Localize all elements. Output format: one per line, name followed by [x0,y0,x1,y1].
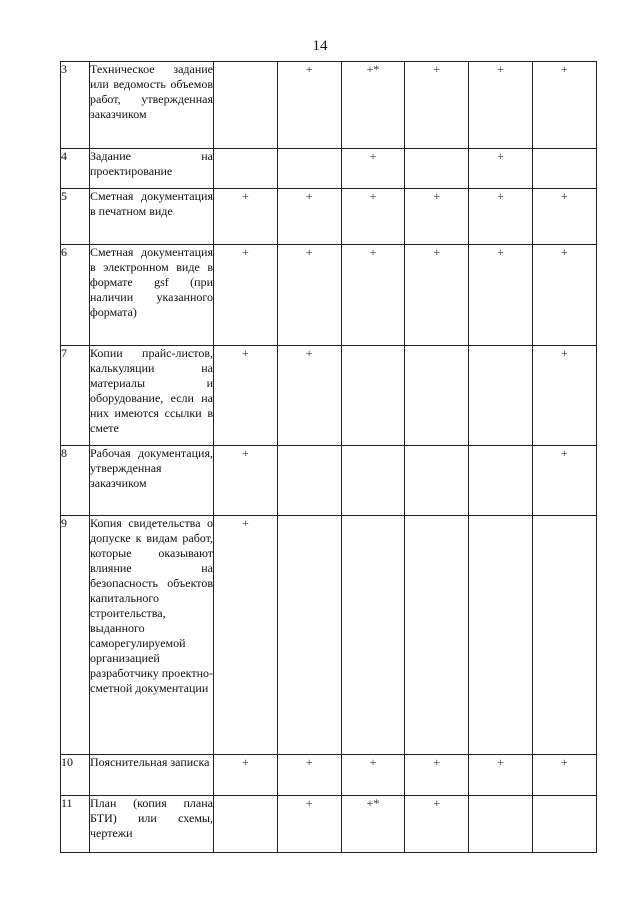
mark-cell [341,346,405,446]
mark: + [560,189,568,203]
mark-cell [405,755,469,796]
mark-cell [277,755,341,796]
table-row [61,516,597,755]
mark: + [433,796,441,810]
document-name: Пояснительная записка [90,755,214,796]
mark: + [242,189,249,203]
requirements-table [60,61,597,853]
document-name: Копии прайс-листов, калькуляции на материалы и оборудование, если на них имеются ссылки в смете [90,346,214,446]
mark-cell [532,516,596,755]
mark-cell [469,446,533,516]
table-row [61,446,597,516]
mark-cell [341,516,405,755]
mark-cell [469,755,533,796]
mark-cell [405,62,469,149]
mark-cell [469,149,533,189]
mark: + [560,346,568,360]
table-row [61,796,597,853]
mark-cell [532,796,596,853]
table-row [61,755,597,796]
mark-cell [277,62,341,149]
mark-cell [214,446,278,516]
mark-cell [277,245,341,346]
mark: + [305,346,313,360]
mark: + [369,149,377,163]
table-row [61,346,597,446]
document-name: Сметная документация в печатном виде [90,189,214,245]
mark-cell [469,189,533,245]
mark: + [242,245,249,259]
row-number: 4 [61,149,90,189]
mark-cell [469,62,533,149]
mark-cell [214,149,278,189]
mark: +* [366,796,380,810]
mark-cell [405,245,469,346]
mark: + [560,755,568,769]
mark-cell [277,346,341,446]
mark: + [433,245,441,259]
mark-cell [405,346,469,446]
mark: + [433,755,441,769]
mark-cell [405,149,469,189]
mark: + [497,149,504,163]
mark: + [369,755,377,769]
mark: + [369,245,377,259]
page-number: 14 [312,38,328,54]
row-number: 9 [61,516,90,755]
mark: + [242,755,249,769]
mark-cell [214,755,278,796]
mark: + [560,62,568,76]
mark-cell [214,516,278,755]
mark-cell [214,796,278,853]
mark-cell [277,149,341,189]
row-number: 7 [61,346,90,446]
mark: + [242,446,249,460]
mark: + [497,245,504,259]
mark: + [433,62,441,76]
mark: + [305,189,313,203]
mark-cell [405,516,469,755]
mark: + [369,189,377,203]
mark-cell [469,516,533,755]
mark: + [305,755,313,769]
document-name: Задание на проектирование [90,149,214,189]
mark-cell [469,346,533,446]
mark-cell [214,189,278,245]
mark-cell [277,189,341,245]
mark-cell [532,446,596,516]
mark-cell [341,62,405,149]
mark-cell [341,189,405,245]
row-number: 10 [61,755,90,796]
mark-cell [341,245,405,346]
mark-cell [341,446,405,516]
mark-cell [341,149,405,189]
mark-cell [214,245,278,346]
document-name: План (копия плана БТИ) или схемы, чертежи [90,796,214,853]
table-row [61,62,597,149]
row-number: 3 [61,62,90,149]
mark: + [242,346,249,360]
table-row [61,189,597,245]
mark-cell [532,149,596,189]
mark-cell [469,245,533,346]
mark-cell [214,346,278,446]
row-number: 5 [61,189,90,245]
mark-cell [214,62,278,149]
row-number: 6 [61,245,90,346]
mark-cell [277,516,341,755]
mark-cell [469,796,533,853]
mark-cell [532,62,596,149]
mark: + [497,62,504,76]
mark: + [242,516,249,530]
document-name: Техническое задание или ведомость объемов работ, утвержденная заказчиком [90,62,214,149]
mark: +* [366,62,380,76]
mark-cell [532,755,596,796]
mark: + [305,62,313,76]
mark-cell [341,796,405,853]
document-name: Сметная документация в электронном виде в формате gsf (при наличии указанного формата) [90,245,214,346]
mark-cell [532,346,596,446]
mark-cell [341,755,405,796]
mark-cell [277,446,341,516]
mark: + [497,755,504,769]
mark-cell [532,189,596,245]
mark-cell [405,189,469,245]
table-row [61,245,597,346]
mark: + [433,189,441,203]
mark: + [560,245,568,259]
row-number: 8 [61,446,90,516]
document-name: Рабочая документация, утвержденная заказчиком [90,446,214,516]
mark: + [305,796,313,810]
mark-cell [405,796,469,853]
mark-cell [405,446,469,516]
mark-cell [277,796,341,853]
mark-cell [532,245,596,346]
row-number: 11 [61,796,90,853]
table-row [61,149,597,189]
document-name: Копия свидетельства о допуске к видам работ, которые оказывают влияние на безопасность объектов капитального строительства, выданного саморегулируемой организацией разработчику проектно-сметной документации [90,516,214,755]
mark: + [305,245,313,259]
mark: + [560,446,568,460]
mark: + [497,189,504,203]
